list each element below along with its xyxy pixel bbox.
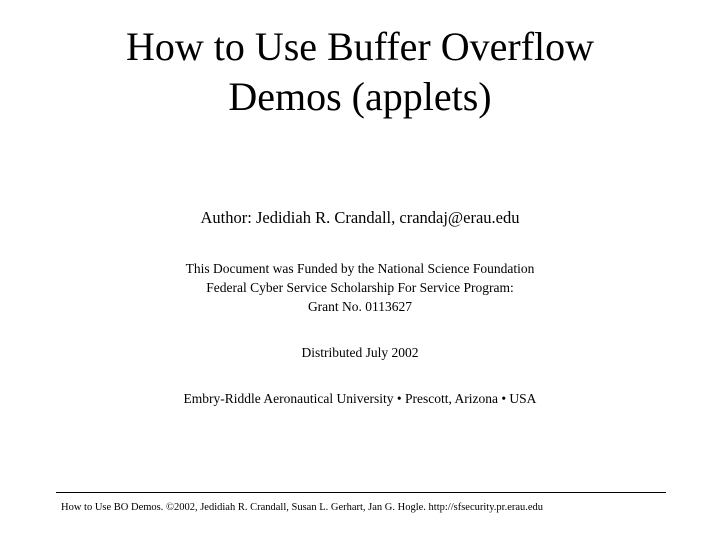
page-title	[0, 22, 720, 122]
title-line-2: Demos (applets)	[228, 74, 492, 119]
funding-line-2: Federal Cyber Service Scholarship For Service Program:	[206, 280, 514, 295]
author-line: Author: Jedidiah R. Crandall, crandaj@erau.edu	[200, 208, 520, 227]
funding-line-1: This Document was Funded by the National Science Foundation	[185, 261, 535, 276]
institution-line: Embry-Riddle Aeronautical University • Prescott, Arizona • USA	[183, 391, 537, 406]
funding-statement	[0, 259, 720, 316]
footer-divider	[56, 492, 666, 493]
footer-text: How to Use BO Demos. ©2002, Jedidiah R. Crandall, Susan L. Gerhart, Jan G. Hogle. http://sfsecurity.pr.erau.edu	[61, 502, 544, 513]
title-line-1: How to Use Buffer Overflow	[125, 24, 595, 69]
distribution-date: Distributed July 2002	[301, 345, 419, 360]
funding-line-3: Grant No. 0113627	[307, 299, 413, 314]
